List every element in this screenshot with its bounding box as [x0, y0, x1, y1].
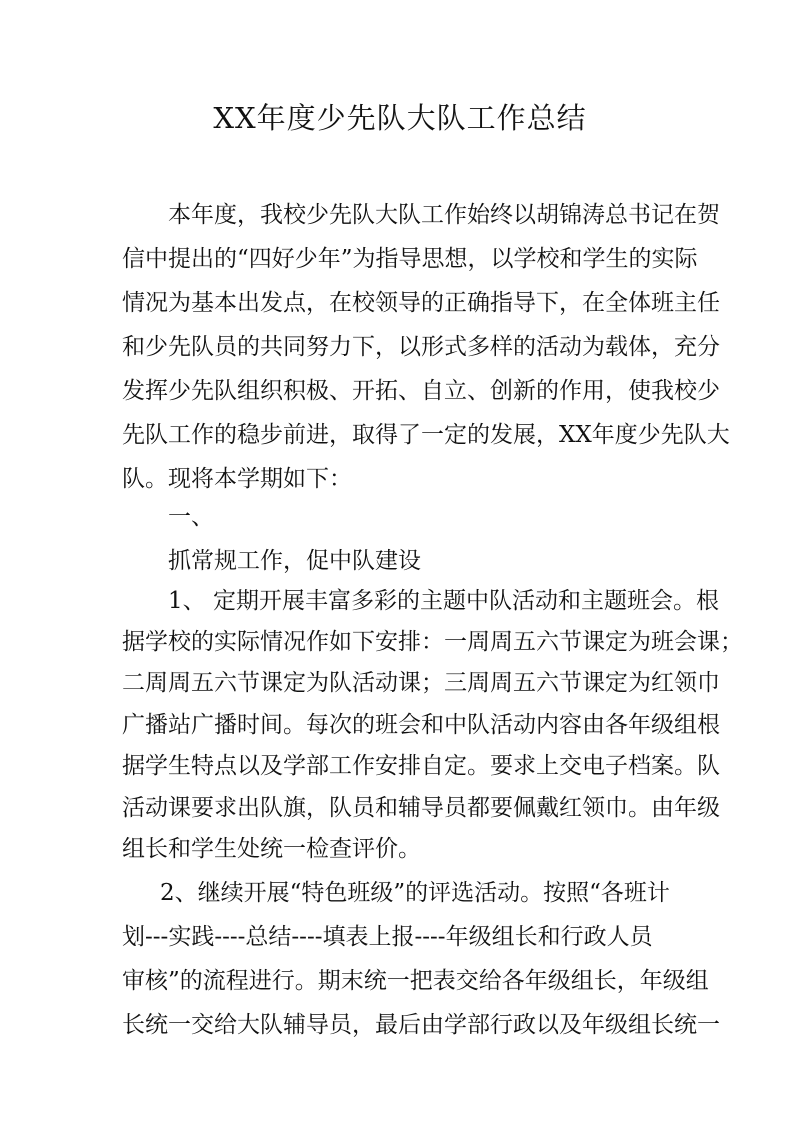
section-heading: 抓常规工作，促中队建设 [168, 548, 421, 574]
body-line-20: 长统一交给大队辅导员，最后由学部行政以及年级组长统一 [122, 1012, 720, 1038]
body-line-17: 2、继续开展“特色班级”的评选活动。按照“各班计 [160, 880, 670, 906]
body-line-11: 据学校的实际情况作如下安排：一周周五六节课定为班会课； [122, 629, 743, 655]
body-line-1: 本年度，我校少先队大队工作始终以胡锦涛总书记在贺 [168, 202, 720, 228]
body-line-5: 发挥少先队组织积极、开拓、自立、创新的作用，使我校少 [122, 378, 720, 404]
body-line-7: 队。现将本学期如下： [122, 466, 352, 492]
body-line-13: 广播站广播时间。每次的班会和中队活动内容由各年级组根 [122, 712, 720, 738]
body-line-14: 据学生特点以及学部工作安排自定。要求上交电子档案。队 [122, 753, 720, 779]
body-line-18: 划---实践----总结----填表上报----年级组长和行政人员 [122, 924, 653, 950]
body-line-10: 1、 定期开展丰富多彩的主题中队活动和主题班会。根 [168, 588, 719, 614]
body-line-16: 组长和学生处统一检查评价。 [122, 836, 421, 862]
section-number: 一、 [168, 504, 214, 530]
document-title: XX年度少先队大队工作总结 [213, 101, 587, 135]
body-line-3: 情况为基本出发点，在校领导的正确指导下，在全体班主任 [122, 290, 720, 316]
body-line-2: 信中提出的“四好少年”为指导思想，以学校和学生的实际 [122, 246, 698, 272]
body-line-12: 二周周五六节课定为队活动课；三周周五六节课定为红领巾 [122, 670, 720, 696]
body-line-19: 审核”的流程进行。期末统一把表交给各年级组长，年级组 [122, 968, 709, 994]
body-line-15: 活动课要求出队旗，队员和辅导员都要佩戴红领巾。由年级 [122, 795, 720, 821]
body-line-4: 和少先队员的共同努力下，以形式多样的活动为载体，充分 [122, 334, 720, 360]
body-line-6: 先队工作的稳步前进，取得了一定的发展，XX年度少先队大 [122, 422, 730, 448]
